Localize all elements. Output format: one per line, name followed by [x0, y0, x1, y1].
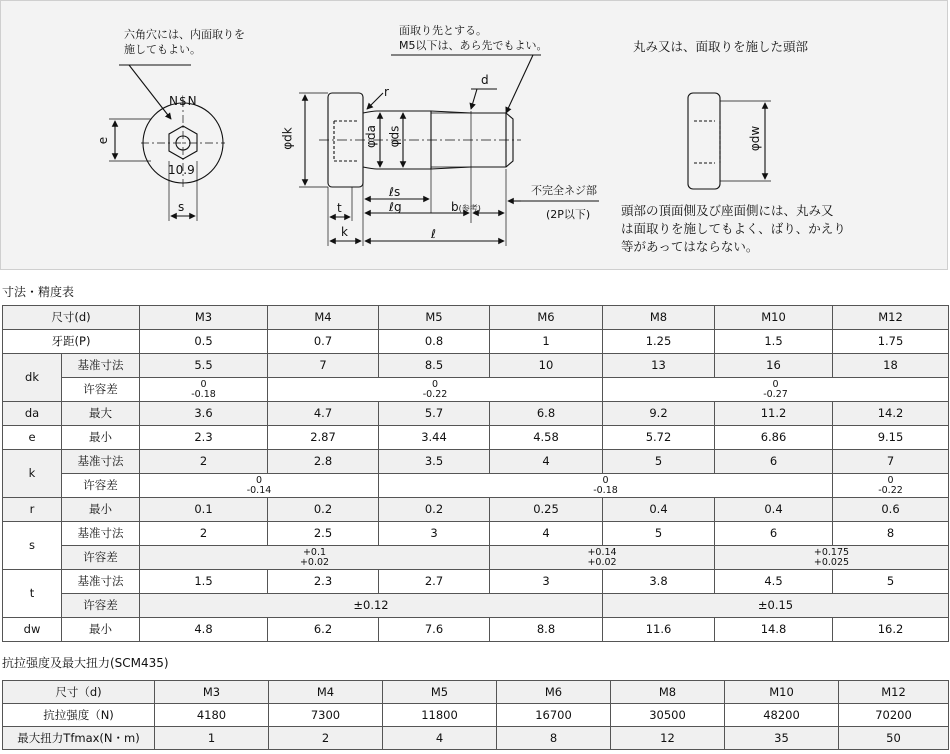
label-b-ref: (参考)	[458, 204, 481, 213]
table-row	[3, 306, 949, 330]
cell: 8	[833, 522, 949, 546]
cell: 0.6	[833, 498, 949, 522]
row-label: r	[3, 498, 62, 522]
head-note	[621, 202, 846, 256]
row-label: dk	[3, 354, 62, 402]
sub-label: 最小	[62, 498, 140, 522]
cell: 2	[140, 450, 268, 474]
label-dw: φdw	[748, 125, 763, 152]
cell: 4	[490, 450, 603, 474]
cell: 5	[833, 570, 949, 594]
chamfer-note-line-2: M5以下は、あら先でもよい。	[399, 39, 548, 52]
tol-upper: +0.1	[302, 546, 327, 558]
row-label: e	[3, 426, 62, 450]
head-note-line-1: 頭部の頂面側及び座面側には、丸み又	[621, 203, 834, 218]
sub-label: 许容差	[62, 378, 140, 402]
label-d: d	[481, 73, 489, 87]
cell: 3.8	[603, 570, 715, 594]
cell: 11.6	[603, 618, 715, 642]
label-b	[451, 200, 481, 216]
table-row	[3, 354, 949, 378]
cell: 2.3	[140, 426, 268, 450]
cell: 9.15	[833, 426, 949, 450]
label-e: e	[96, 136, 111, 145]
header-cell: M8	[611, 681, 725, 704]
cell: 1	[490, 330, 603, 354]
cell: 2.3	[268, 570, 379, 594]
tol-upper: +0.14	[587, 546, 617, 558]
cell: 14.2	[833, 402, 949, 426]
sub-label: 许容差	[62, 546, 140, 570]
cell: 0.8	[379, 330, 490, 354]
label-incomplete-2p: (2P以下)	[546, 208, 591, 221]
table-row	[3, 426, 949, 450]
cell: 1.75	[833, 330, 949, 354]
cell: 0.2	[379, 498, 490, 522]
tolerance-cell	[833, 474, 949, 498]
row-label: da	[3, 402, 62, 426]
cell: 5	[603, 522, 715, 546]
label-t: t	[337, 201, 342, 215]
head-marking-top: N$N	[169, 94, 198, 108]
cell: 6	[715, 522, 833, 546]
cell: 2.87	[268, 426, 379, 450]
cell: 16.2	[833, 618, 949, 642]
header-cell: M10	[715, 306, 833, 330]
label-b-letter: b	[451, 200, 459, 214]
cell: 30500	[611, 704, 725, 727]
header-cell: M4	[268, 306, 379, 330]
cell: 3.44	[379, 426, 490, 450]
header-cell: M8	[603, 306, 715, 330]
cell: 0.7	[268, 330, 379, 354]
cell: 18	[833, 354, 949, 378]
head-note-line-2: は面取りを施してもよく、ばり、かえり	[621, 221, 846, 236]
cell: 2	[269, 727, 383, 750]
label-r: r	[384, 85, 389, 99]
label-k: k	[341, 225, 348, 239]
row-label: 牙距(P)	[3, 330, 140, 354]
tolerance-cell	[715, 546, 949, 570]
header-cell: M3	[155, 681, 269, 704]
tol-upper: +0.175	[813, 546, 850, 558]
row-label: 抗拉强度（N)	[3, 704, 155, 727]
cell: 4.58	[490, 426, 603, 450]
table-row	[3, 570, 949, 594]
tolerance-cell	[140, 546, 490, 570]
header-cell: M5	[383, 681, 497, 704]
cell: 3	[490, 570, 603, 594]
header-cell: M5	[379, 306, 490, 330]
head-detail-icon	[688, 93, 720, 189]
tol-upper: 0	[602, 474, 609, 486]
tol-lower: -0.18	[593, 484, 618, 496]
cell: 3.5	[379, 450, 490, 474]
cell: 7.6	[379, 618, 490, 642]
row-label: 最大扭力Tfmax(N・m)	[3, 727, 155, 750]
cell: 16	[715, 354, 833, 378]
cell: 5	[603, 450, 715, 474]
cell: 4.8	[140, 618, 268, 642]
tolerance-cell: ±0.15	[603, 594, 949, 618]
cell: 0.1	[140, 498, 268, 522]
cell: 8	[497, 727, 611, 750]
cell: 4	[490, 522, 603, 546]
sub-label: 最大	[62, 402, 140, 426]
hex-note-line-2: 施してもよい。	[124, 43, 201, 56]
tol-lower: -0.22	[878, 484, 903, 496]
sub-label: 基准寸法	[62, 354, 140, 378]
tol-lower: +0.025	[813, 556, 850, 568]
table-row	[3, 704, 949, 727]
cell: 0.25	[490, 498, 603, 522]
tolerance-cell	[603, 378, 949, 402]
sub-label: 许容差	[62, 594, 140, 618]
tolerance-cell	[140, 378, 268, 402]
header-cell: M12	[839, 681, 949, 704]
label-da: φda	[363, 125, 378, 148]
sub-label: 基准寸法	[62, 570, 140, 594]
sub-label: 最小	[62, 426, 140, 450]
table-row	[3, 378, 949, 402]
cell: 0.4	[715, 498, 833, 522]
cell: 50	[839, 727, 949, 750]
tol-lower: +0.02	[299, 556, 330, 568]
header-size: 尺寸(d)	[3, 306, 140, 330]
head-marking-bottom: 10.9	[168, 163, 195, 177]
table-row	[3, 474, 949, 498]
cell: 4.5	[715, 570, 833, 594]
cell: 6.86	[715, 426, 833, 450]
cell: 2.5	[268, 522, 379, 546]
header-size: 尺寸（d)	[3, 681, 155, 704]
row-label: dw	[3, 618, 62, 642]
cell: 11800	[383, 704, 497, 727]
cell: 7300	[269, 704, 383, 727]
cell: 0.5	[140, 330, 268, 354]
cell: 3.6	[140, 402, 268, 426]
cell: 4.7	[268, 402, 379, 426]
hex-note-line-1: 六角穴には、内面取りを	[124, 28, 245, 41]
row-label: s	[3, 522, 62, 570]
header-cell: M10	[725, 681, 839, 704]
cell: 0.2	[268, 498, 379, 522]
cell: 3	[379, 522, 490, 546]
tol-upper: 0	[887, 474, 894, 486]
cell: 8.5	[379, 354, 490, 378]
cell: 0.4	[603, 498, 715, 522]
label-lg: ℓg	[389, 200, 402, 214]
cell: 5.5	[140, 354, 268, 378]
dimension-table	[2, 305, 949, 642]
cell: 4180	[155, 704, 269, 727]
table-row	[3, 498, 949, 522]
hex-note	[124, 27, 245, 57]
head-note-line-3: 等があってはならない。	[621, 239, 759, 254]
tol-lower: -0.22	[422, 388, 448, 400]
row-label: t	[3, 570, 62, 618]
cell: 1	[155, 727, 269, 750]
sub-label: 基准寸法	[62, 522, 140, 546]
chamfer-note-line-1: 面取り先とする。	[399, 24, 487, 37]
tolerance-cell	[140, 474, 379, 498]
cell: 7	[268, 354, 379, 378]
cell: 2.7	[379, 570, 490, 594]
label-incomplete-thread: 不完全ネジ部	[531, 184, 597, 197]
strength-table	[2, 680, 949, 750]
table-row	[3, 450, 949, 474]
tolerance-cell: ±0.12	[140, 594, 603, 618]
tol-upper: 0	[431, 378, 439, 390]
cell: 9.2	[603, 402, 715, 426]
cell: 1.5	[140, 570, 268, 594]
label-l: ℓ	[431, 227, 436, 241]
cell: 13	[603, 354, 715, 378]
header-cell: M6	[490, 306, 603, 330]
cell: 14.8	[715, 618, 833, 642]
tol-upper: 0	[772, 378, 779, 390]
table-row	[3, 402, 949, 426]
cell: 2	[140, 522, 268, 546]
header-cell: M12	[833, 306, 949, 330]
head-detail-title: 丸み又は、面取りを施した頭部	[633, 39, 809, 54]
label-s: s	[178, 200, 185, 214]
tol-lower: -0.18	[191, 388, 216, 400]
table-row	[3, 618, 949, 642]
table-row	[3, 546, 949, 570]
cell: 35	[725, 727, 839, 750]
label-ds: φds	[387, 125, 402, 148]
table-row	[3, 727, 949, 750]
cell: 1.25	[603, 330, 715, 354]
tol-lower: +0.02	[587, 556, 617, 568]
cell: 6.2	[268, 618, 379, 642]
tolerance-cell	[379, 474, 833, 498]
cell: 5.72	[603, 426, 715, 450]
table-row	[3, 522, 949, 546]
sub-label: 基准寸法	[62, 450, 140, 474]
cell: 10	[490, 354, 603, 378]
table-row	[3, 330, 949, 354]
tol-lower: -0.27	[763, 388, 788, 400]
drawing-panel	[0, 0, 948, 270]
cell: 12	[611, 727, 725, 750]
header-cell: M4	[269, 681, 383, 704]
cell: 6	[715, 450, 833, 474]
row-label: k	[3, 450, 62, 498]
label-ls: ℓs	[389, 185, 401, 199]
cell: 8.8	[490, 618, 603, 642]
chamfer-note	[399, 23, 548, 53]
sub-label: 最小	[62, 618, 140, 642]
label-dk: φdk	[280, 127, 295, 150]
cell: 70200	[839, 704, 949, 727]
tol-upper: 0	[255, 474, 263, 486]
cell: 16700	[497, 704, 611, 727]
table-row	[3, 594, 949, 618]
sub-label: 许容差	[62, 474, 140, 498]
cell: 7	[833, 450, 949, 474]
cell: 5.7	[379, 402, 490, 426]
cell: 6.8	[490, 402, 603, 426]
tol-upper: 0	[200, 378, 207, 390]
cell: 4	[383, 727, 497, 750]
header-cell: M6	[497, 681, 611, 704]
cell: 1.5	[715, 330, 833, 354]
cell: 11.2	[715, 402, 833, 426]
tol-lower: -0.14	[246, 484, 272, 496]
header-cell: M3	[140, 306, 268, 330]
tolerance-cell	[268, 378, 603, 402]
table-row	[3, 681, 949, 704]
strength-table-title: 抗拉强度及最大扭力(SCM435)	[2, 656, 169, 670]
dim-table-title: 寸法・精度表	[2, 285, 75, 299]
cell: 48200	[725, 704, 839, 727]
tolerance-cell	[490, 546, 715, 570]
cell: 2.8	[268, 450, 379, 474]
